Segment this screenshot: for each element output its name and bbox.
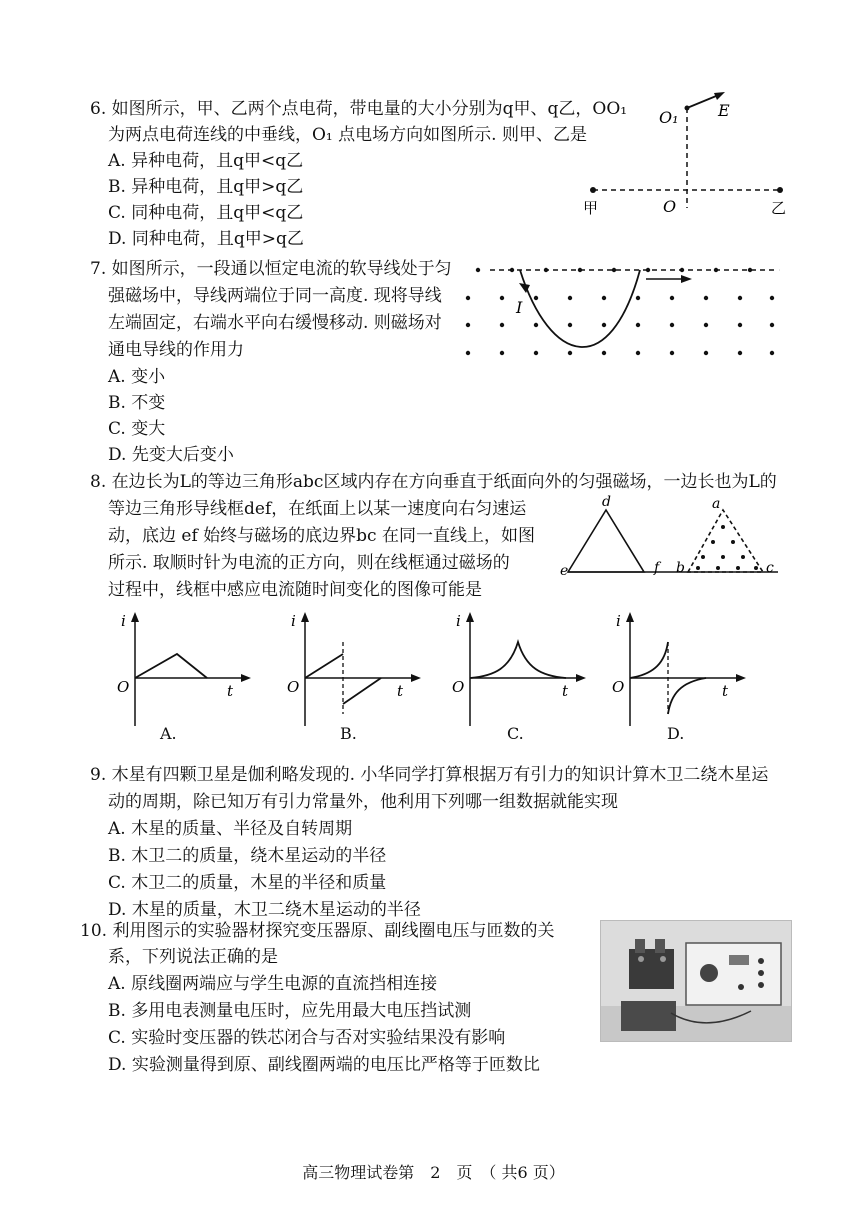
- q7-option-c: C. 变大: [108, 419, 166, 439]
- field-dot: [770, 351, 774, 355]
- graph-b-label-origin: O: [287, 678, 300, 696]
- graph-c-caption: C.: [507, 724, 524, 743]
- q7-field-dots: [466, 268, 780, 355]
- field-dot: [534, 351, 538, 355]
- field-dot: [731, 540, 735, 544]
- graph-d-t-arrow: [736, 674, 746, 682]
- page-footer: 高三物理试卷第 2 页 （ 共6 页）: [302, 1163, 565, 1182]
- field-dot: [748, 268, 752, 272]
- field-dot: [476, 268, 480, 272]
- q6-option-d: D. 同种电荷，且q甲>q乙: [108, 229, 304, 249]
- q8-field-dots: [696, 525, 758, 570]
- q7-figure: [460, 255, 780, 365]
- q10-stem-line2: 系，下列说法正确的是: [108, 947, 278, 967]
- field-dot: [568, 323, 572, 327]
- field-dot: [721, 525, 725, 529]
- q9-option-b: B. 木卫二的质量，绕木星运动的半径: [108, 846, 387, 866]
- graph-d-label-t: t: [722, 682, 729, 700]
- q8-label-f: f: [654, 560, 660, 576]
- q8-label-a: a: [712, 496, 721, 512]
- graph-a: [117, 612, 251, 726]
- q8-stem-line3: 动，底边 ef 始终与磁场的底边界bc 在同一直线上，如图: [108, 526, 535, 546]
- field-dot: [670, 296, 674, 300]
- field-dot: [602, 351, 606, 355]
- q6-option-c: C. 同种电荷，且q甲<q乙: [108, 203, 304, 223]
- graph-b-caption: B.: [340, 724, 357, 743]
- field-dot: [711, 540, 715, 544]
- q8-stem-line4: 所示. 取顺时针为电流的正方向，则在线框通过磁场的: [108, 553, 510, 573]
- graph-c-curve: [470, 642, 566, 678]
- q8-figure: [558, 492, 788, 582]
- graph-a-i-arrow: [131, 612, 139, 622]
- q10-equipment-photo: [600, 920, 792, 1042]
- graph-c-label-t: t: [562, 682, 569, 700]
- q8-stem-line1: 8. 在边长为L的等边三角形abc区域内存在方向垂直于纸面向外的匀强磁场，一边长也为L的: [90, 472, 777, 492]
- field-dot: [714, 268, 718, 272]
- graph-b-label-i: i: [291, 612, 296, 630]
- graph-c-label-i: i: [456, 612, 461, 630]
- q9-option-d: D. 木星的质量，木卫二绕木星运动的半径: [108, 900, 421, 920]
- q9-option-c: C. 木卫二的质量，木星的半径和质量: [108, 873, 387, 893]
- q10-stem-line1: 10. 利用图示的实验器材探究变压器原、副线圈电压与匝数的关: [80, 921, 555, 941]
- graph-c-label-origin: O: [452, 678, 465, 696]
- q8-stem-line5: 过程中，线框中感应电流随时间变化的图像可能是: [108, 580, 482, 600]
- field-dot: [500, 323, 504, 327]
- graph-a-caption: A.: [160, 724, 177, 743]
- field-dot: [466, 351, 470, 355]
- field-dot: [500, 296, 504, 300]
- q8-label-e: e: [560, 563, 569, 579]
- q6-label-yi: 乙: [771, 199, 787, 217]
- field-dot: [646, 268, 650, 272]
- field-dot: [680, 268, 684, 272]
- field-dot: [738, 323, 742, 327]
- field-dot: [636, 323, 640, 327]
- field-dot: [770, 296, 774, 300]
- field-dot: [612, 268, 616, 272]
- graph-d-label-i: i: [616, 612, 621, 630]
- field-dot: [534, 323, 538, 327]
- q6-option-a: A. 异种电荷，且q甲<q乙: [108, 151, 304, 171]
- q8-stem-line2: 等边三角形导线框def，在纸面上以某一速度向右匀速运: [108, 499, 527, 519]
- field-dot: [466, 323, 470, 327]
- q10-option-d: D. 实验测量得到原、副线圈两端的电压比严格等于匝数比: [108, 1055, 540, 1075]
- field-dot: [738, 296, 742, 300]
- field-dot: [736, 566, 740, 570]
- field-dot: [636, 296, 640, 300]
- graph-d-label-origin: O: [612, 678, 625, 696]
- q10-option-b: B. 多用电表测量电压时，应先用最大电压挡试测: [108, 1001, 472, 1021]
- graph-c: [452, 612, 586, 726]
- field-dot: [534, 296, 538, 300]
- graph-a-t-arrow: [241, 674, 251, 682]
- field-dot: [696, 566, 700, 570]
- field-dot: [770, 323, 774, 327]
- field-dot: [754, 566, 758, 570]
- field-dot: [704, 323, 708, 327]
- graph-a-curve: [135, 654, 207, 678]
- q7-label-i: I: [516, 298, 523, 317]
- q8-label-d: d: [602, 494, 611, 510]
- q6-stem-line1: 6. 如图所示，甲、乙两个点电荷，带电量的大小分别为q甲、q乙，OO₁: [90, 99, 628, 119]
- graph-c-i-arrow: [466, 612, 474, 622]
- graph-d-caption: D.: [667, 724, 685, 743]
- field-dot: [636, 351, 640, 355]
- q7-stem-line3: 左端固定，右端水平向右缓慢移动. 则磁场对: [108, 313, 442, 333]
- field-dot: [578, 268, 582, 272]
- field-dot: [544, 268, 548, 272]
- q8-label-b: b: [676, 560, 685, 576]
- q6-option-b: B. 异种电荷，且q甲>q乙: [108, 177, 304, 197]
- q6-figure: [575, 90, 805, 225]
- q9-stem-line1: 9. 木星有四颗卫星是伽利略发现的. 小华同学打算根据万有引力的知识计算木卫二绕木星运: [90, 765, 769, 785]
- graph-d: [612, 612, 746, 726]
- field-dot: [704, 351, 708, 355]
- q10-option-c: C. 实验时变压器的铁芯闭合与否对实验结果没有影响: [108, 1028, 506, 1048]
- field-dot: [701, 555, 705, 559]
- q7-stem-line4: 通电导线的作用力: [108, 340, 244, 360]
- q6-label-jia: 甲: [583, 199, 599, 217]
- graph-a-label-i: i: [121, 612, 126, 630]
- graph-c-t-arrow: [576, 674, 586, 682]
- q8-label-c: c: [766, 560, 774, 576]
- graph-a-label-t: t: [227, 682, 234, 700]
- graph-b-i-arrow: [301, 612, 309, 622]
- q6-label-e: E: [718, 101, 730, 120]
- field-dot: [670, 323, 674, 327]
- q7-stem-line2: 强磁场中，导线两端位于同一高度. 现将导线: [108, 286, 442, 306]
- field-dot: [466, 296, 470, 300]
- field-dot: [704, 296, 708, 300]
- graph-b: [287, 612, 421, 726]
- q7-option-a: A. 变小: [108, 367, 166, 387]
- field-dot: [500, 351, 504, 355]
- q10-option-a: A. 原线圈两端应与学生电源的直流挡相连接: [108, 974, 438, 994]
- graph-b-t-arrow: [411, 674, 421, 682]
- q7-option-b: B. 不变: [108, 393, 166, 413]
- field-dot: [602, 296, 606, 300]
- q6-label-o: O: [663, 197, 677, 216]
- graph-b-label-t: t: [397, 682, 404, 700]
- q6-stem-line2: 为两点电荷连线的中垂线，O₁ 点电场方向如图所示. 则甲、乙是: [108, 125, 587, 145]
- field-dot: [510, 268, 514, 272]
- q9-option-a: A. 木星的质量、半径及自转周期: [108, 819, 353, 839]
- q9-stem-line2: 动的周期，除已知万有引力常量外，他利用下列哪一组数据就能实现: [108, 792, 618, 812]
- q7-option-d: D. 先变大后变小: [108, 445, 234, 465]
- field-dot: [721, 555, 725, 559]
- q7-stem-line1: 7. 如图所示，一段通以恒定电流的软导线处于匀: [90, 259, 452, 279]
- q6-label-o1: O₁: [659, 108, 679, 127]
- field-dot: [741, 555, 745, 559]
- graph-a-label-origin: O: [117, 678, 130, 696]
- field-dot: [670, 351, 674, 355]
- field-dot: [716, 566, 720, 570]
- field-dot: [568, 296, 572, 300]
- field-dot: [738, 351, 742, 355]
- graph-d-i-arrow: [626, 612, 634, 622]
- field-dot: [602, 323, 606, 327]
- field-dot: [568, 351, 572, 355]
